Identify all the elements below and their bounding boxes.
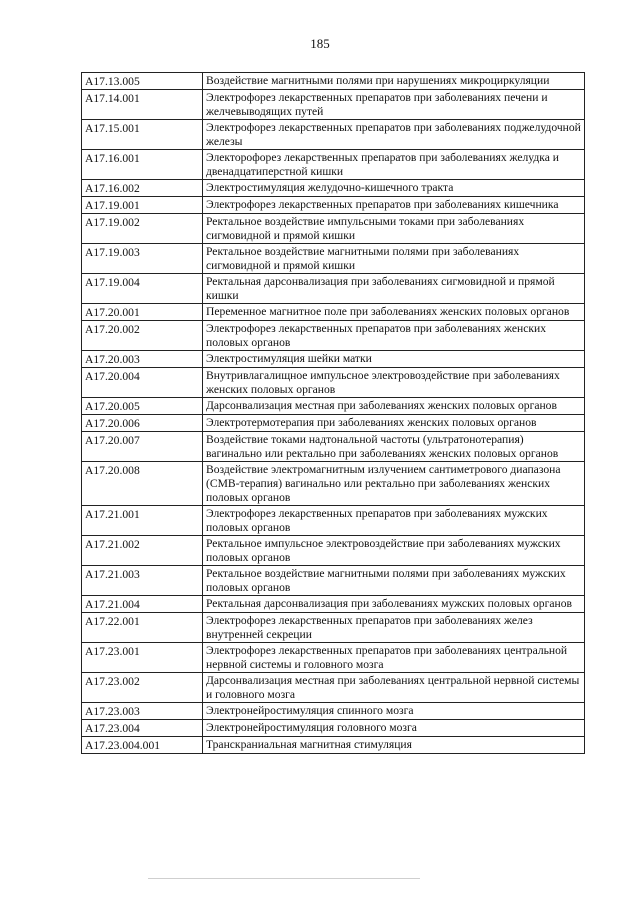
service-name: Воздействие токами надтональной частоты (ультратонотерапия) вагинально или ректально при заболеваниях женских половых органов	[203, 432, 585, 462]
table-row	[82, 244, 585, 274]
service-code: A17.23.002	[82, 673, 203, 703]
service-name: Дарсонвализация местная при заболеваниях женских половых органов	[203, 398, 585, 415]
table-row	[82, 73, 585, 90]
service-code: A17.23.004	[82, 720, 203, 737]
service-code: A17.14.001	[82, 90, 203, 120]
table-row	[82, 351, 585, 368]
table-row	[82, 180, 585, 197]
table-row	[82, 415, 585, 432]
table-row	[82, 596, 585, 613]
table-row	[82, 368, 585, 398]
service-name: Воздействие магнитными полями при нарушениях микроциркуляции	[203, 73, 585, 90]
table-row	[82, 703, 585, 720]
service-code: A17.21.002	[82, 536, 203, 566]
service-name: Электронейростимуляция головного мозга	[203, 720, 585, 737]
service-name: Электротермотерапия при заболеваниях женских половых органов	[203, 415, 585, 432]
service-code: A17.23.001	[82, 643, 203, 673]
service-name: Электорофорез лекарственных препаратов при заболеваниях желудка и двенадцатиперстной кишки	[203, 150, 585, 180]
service-name: Электрофорез лекарственных препаратов при заболеваниях мужских половых органов	[203, 506, 585, 536]
service-code: A17.19.004	[82, 274, 203, 304]
service-code: A17.21.003	[82, 566, 203, 596]
service-name: Электрофорез лекарственных препаратов при заболеваниях кишечника	[203, 197, 585, 214]
service-code: A17.20.007	[82, 432, 203, 462]
table-row	[82, 321, 585, 351]
service-name: Электрофорез лекарственных препаратов при заболеваниях печени и желчевыводящих путей	[203, 90, 585, 120]
service-code: A17.21.004	[82, 596, 203, 613]
service-name: Ректальное воздействие магнитными полями при заболеваниях мужских половых органов	[203, 566, 585, 596]
service-code: A17.13.005	[82, 73, 203, 90]
service-code: A17.19.002	[82, 214, 203, 244]
table-row	[82, 150, 585, 180]
service-name: Ректальное импульсное электровоздействие при заболеваниях мужских половых органов	[203, 536, 585, 566]
service-name: Электрофорез лекарственных препаратов при заболеваниях поджелудочной железы	[203, 120, 585, 150]
service-name: Электростимуляция желудочно-кишечного тракта	[203, 180, 585, 197]
service-name: Ректальная дарсонвализация при заболеваниях мужских половых органов	[203, 596, 585, 613]
service-code: A17.16.001	[82, 150, 203, 180]
service-name: Электрофорез лекарственных препаратов при заболеваниях центральной нервной системы и головного мозга	[203, 643, 585, 673]
table-row	[82, 643, 585, 673]
service-name: Дарсонвализация местная при заболеваниях центральной нервной системы и головного мозга	[203, 673, 585, 703]
service-name: Транскраниальная магнитная стимуляция	[203, 737, 585, 754]
page-number: 185	[310, 36, 330, 51]
service-code: A17.20.004	[82, 368, 203, 398]
table-row	[82, 720, 585, 737]
table-row	[82, 737, 585, 754]
page-bottom-rule	[148, 878, 420, 879]
service-name: Электрофорез лекарственных препаратов при заболеваниях женских половых органов	[203, 321, 585, 351]
table-row	[82, 536, 585, 566]
table-row	[82, 613, 585, 643]
service-code: A17.20.002	[82, 321, 203, 351]
service-code: A17.19.003	[82, 244, 203, 274]
table-row	[82, 214, 585, 244]
service-name: Внутривлагалищное импульсное электровоздействие при заболеваниях женских половых органов	[203, 368, 585, 398]
service-name: Ректальная дарсонвализация при заболеваниях сигмовидной и прямой кишки	[203, 274, 585, 304]
table-row	[82, 274, 585, 304]
service-name: Электрофорез лекарственных препаратов при заболеваниях желез внутренней секреции	[203, 613, 585, 643]
services-table-body	[82, 73, 585, 754]
service-code: A17.23.003	[82, 703, 203, 720]
service-code: A17.16.002	[82, 180, 203, 197]
service-name: Электростимуляция шейки матки	[203, 351, 585, 368]
service-code: A17.22.001	[82, 613, 203, 643]
table-row	[82, 90, 585, 120]
service-name: Воздействие электромагнитным излучением сантиметрового диапазона (СМВ-терапия) вагинально или ректально при заболеваниях женских половых органов	[203, 462, 585, 506]
services-table	[81, 72, 585, 754]
service-code: A17.20.001	[82, 304, 203, 321]
service-code: A17.21.001	[82, 506, 203, 536]
service-code: A17.23.004.001	[82, 737, 203, 754]
table-row	[82, 197, 585, 214]
service-code: A17.20.003	[82, 351, 203, 368]
service-code: A17.19.001	[82, 197, 203, 214]
service-code: A17.15.001	[82, 120, 203, 150]
table-row	[82, 398, 585, 415]
table-row	[82, 432, 585, 462]
services-table-container	[81, 72, 584, 754]
service-code: A17.20.008	[82, 462, 203, 506]
service-name: Ректальное воздействие магнитными полями при заболеваниях сигмовидной и прямой кишки	[203, 244, 585, 274]
table-row	[82, 506, 585, 536]
service-code: A17.20.005	[82, 398, 203, 415]
table-row	[82, 304, 585, 321]
service-name: Переменное магнитное поле при заболеваниях женских половых органов	[203, 304, 585, 321]
service-name: Электронейростимуляция спинного мозга	[203, 703, 585, 720]
table-row	[82, 120, 585, 150]
service-code: A17.20.006	[82, 415, 203, 432]
service-name: Ректальное воздействие импульсными токами при заболеваниях сигмовидной и прямой кишки	[203, 214, 585, 244]
table-row	[82, 462, 585, 506]
table-row	[82, 673, 585, 703]
table-row	[82, 566, 585, 596]
